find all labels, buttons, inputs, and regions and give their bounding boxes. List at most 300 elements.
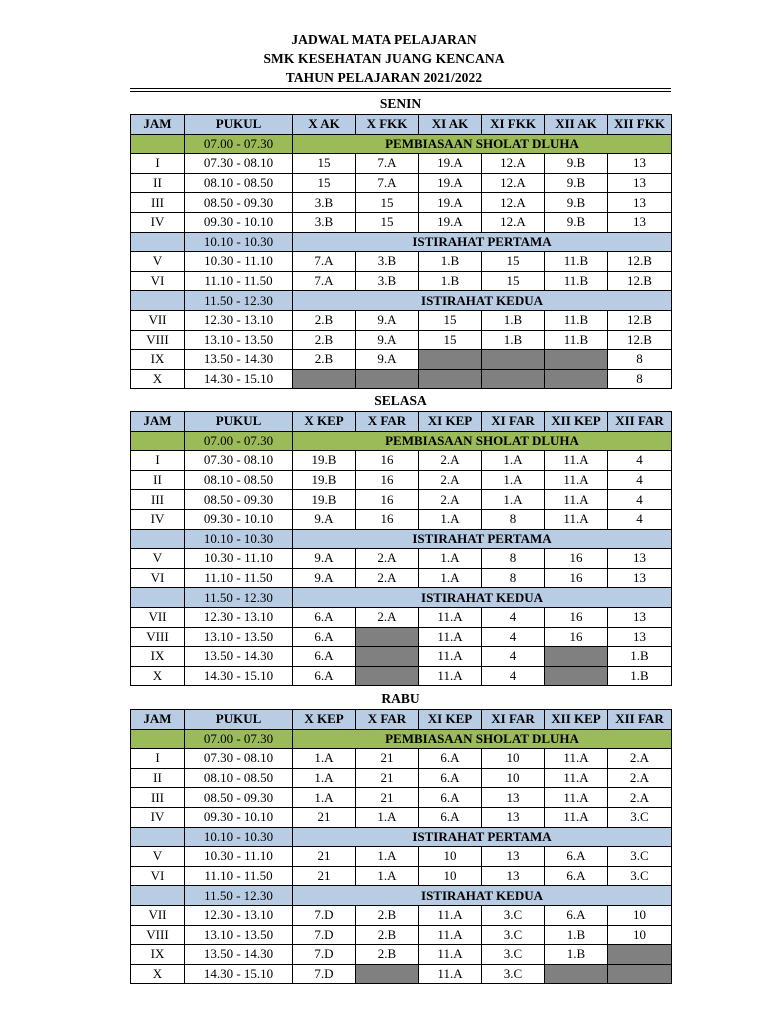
schedule-table-senin	[130, 114, 672, 389]
break-row	[131, 431, 672, 451]
class-cell: 6.A	[419, 768, 482, 788]
class-cell: 13	[608, 193, 672, 213]
class-cell: 13	[608, 627, 672, 647]
column-header: PUKUL	[185, 412, 293, 432]
lesson-row	[131, 350, 672, 370]
break-time-cell: 10.10 - 10.30	[185, 529, 293, 549]
column-header: XI KEP	[419, 710, 482, 730]
document-title-block	[0, 30, 768, 87]
class-cell: 7.A	[293, 271, 356, 291]
time-cell: 11.10 - 11.50	[185, 568, 293, 588]
column-header: X FAR	[356, 412, 419, 432]
class-cell: 7.A	[293, 252, 356, 272]
jam-cell: IV	[131, 509, 185, 529]
column-header: X FKK	[356, 115, 419, 135]
class-cell: 7.A	[356, 154, 419, 174]
class-cell: 2.B	[293, 310, 356, 330]
jam-cell: V	[131, 847, 185, 867]
jam-cell: II	[131, 768, 185, 788]
column-header: JAM	[131, 412, 185, 432]
break-time-cell: 10.10 - 10.30	[185, 827, 293, 847]
class-cell: 2.B	[356, 945, 419, 965]
class-cell: 8	[482, 509, 545, 529]
class-cell: 1.A	[482, 470, 545, 490]
lesson-row	[131, 866, 672, 886]
column-header: XII AK	[545, 115, 608, 135]
class-cell: 15	[482, 271, 545, 291]
class-cell: 1.A	[293, 788, 356, 808]
class-cell: 13	[608, 173, 672, 193]
break-row	[131, 291, 672, 311]
class-cell: 10	[419, 847, 482, 867]
break-label-cell: ISTIRAHAT PERTAMA	[293, 827, 672, 847]
schedule-table-selasa	[130, 411, 672, 686]
class-cell: 3.B	[356, 252, 419, 272]
class-cell: 21	[293, 807, 356, 827]
break-label-cell: ISTIRAHAT KEDUA	[293, 291, 672, 311]
break-label-cell: ISTIRAHAT PERTAMA	[293, 232, 672, 252]
class-cell: 19.B	[293, 451, 356, 471]
class-cell: 19.B	[293, 470, 356, 490]
lesson-row	[131, 627, 672, 647]
class-cell: 4	[608, 451, 672, 471]
empty-slot-cell	[356, 666, 419, 686]
jam-cell: VIII	[131, 627, 185, 647]
class-cell: 3.B	[293, 193, 356, 213]
class-cell: 12.B	[608, 310, 672, 330]
time-cell: 11.10 - 11.50	[185, 271, 293, 291]
class-cell: 1.B	[608, 666, 672, 686]
time-cell: 13.50 - 14.30	[185, 350, 293, 370]
time-cell: 09.30 - 10.10	[185, 807, 293, 827]
break-label-cell: PEMBIASAAN SHOLAT DLUHA	[293, 134, 672, 154]
class-cell: 15	[482, 252, 545, 272]
empty-slot-cell	[356, 627, 419, 647]
jam-cell-empty	[131, 134, 185, 154]
class-cell: 4	[482, 647, 545, 667]
class-cell: 2.B	[356, 925, 419, 945]
class-cell: 1.A	[482, 490, 545, 510]
column-header: X KEP	[293, 710, 356, 730]
schedule-table-rabu	[130, 709, 672, 984]
class-cell: 11.A	[419, 647, 482, 667]
break-time-cell: 11.50 - 12.30	[185, 291, 293, 311]
class-cell: 11.B	[545, 252, 608, 272]
class-cell: 3.C	[482, 964, 545, 984]
class-cell: 19.A	[419, 154, 482, 174]
break-time-cell: 07.00 - 07.30	[185, 729, 293, 749]
jam-cell: V	[131, 252, 185, 272]
time-cell: 12.30 - 13.10	[185, 905, 293, 925]
class-cell: 11.A	[419, 666, 482, 686]
lesson-row	[131, 271, 672, 291]
class-cell: 2.B	[356, 905, 419, 925]
column-header: XI KEP	[419, 412, 482, 432]
jam-cell-empty	[131, 291, 185, 311]
class-cell: 1.A	[293, 768, 356, 788]
empty-slot-cell	[356, 369, 419, 389]
time-cell: 10.30 - 11.10	[185, 252, 293, 272]
class-cell: 7.D	[293, 945, 356, 965]
class-cell: 2.A	[356, 568, 419, 588]
class-cell: 9.A	[293, 549, 356, 569]
class-cell: 2.B	[293, 350, 356, 370]
jam-cell: VII	[131, 905, 185, 925]
time-cell: 10.30 - 11.10	[185, 549, 293, 569]
class-cell: 16	[545, 627, 608, 647]
class-cell: 2.A	[356, 549, 419, 569]
class-cell: 13	[482, 807, 545, 827]
class-cell: 12.B	[608, 252, 672, 272]
break-row	[131, 827, 672, 847]
class-cell: 13	[608, 212, 672, 232]
class-cell: 1.A	[419, 509, 482, 529]
class-cell: 9.B	[545, 212, 608, 232]
empty-slot-cell	[608, 964, 672, 984]
time-cell: 12.30 - 13.10	[185, 310, 293, 330]
class-cell: 1.B	[419, 271, 482, 291]
class-cell: 13	[482, 788, 545, 808]
column-header: X KEP	[293, 412, 356, 432]
lesson-row	[131, 509, 672, 529]
class-cell: 1.B	[482, 330, 545, 350]
class-cell: 2.A	[608, 768, 672, 788]
column-header: XI FAR	[482, 710, 545, 730]
time-cell: 08.10 - 08.50	[185, 173, 293, 193]
break-time-cell: 11.50 - 12.30	[185, 886, 293, 906]
class-cell: 8	[608, 369, 672, 389]
class-cell: 1.A	[356, 866, 419, 886]
lesson-row	[131, 193, 672, 213]
column-header: XII KEP	[545, 412, 608, 432]
class-cell: 6.A	[545, 905, 608, 925]
jam-cell: III	[131, 490, 185, 510]
class-cell: 13	[482, 866, 545, 886]
jam-cell: III	[131, 193, 185, 213]
lesson-row	[131, 549, 672, 569]
class-cell: 19.A	[419, 173, 482, 193]
column-header: XII FAR	[608, 412, 672, 432]
class-cell: 12.A	[482, 154, 545, 174]
lesson-row	[131, 749, 672, 769]
time-cell: 13.10 - 13.50	[185, 925, 293, 945]
class-cell: 9.A	[356, 310, 419, 330]
class-cell: 15	[293, 173, 356, 193]
class-cell: 16	[545, 607, 608, 627]
jam-cell-empty	[131, 827, 185, 847]
lesson-row	[131, 310, 672, 330]
column-header: X AK	[293, 115, 356, 135]
class-cell: 13	[482, 847, 545, 867]
class-cell: 9.A	[293, 509, 356, 529]
class-cell: 10	[608, 925, 672, 945]
lesson-row	[131, 212, 672, 232]
column-header: PUKUL	[185, 115, 293, 135]
column-header: JAM	[131, 710, 185, 730]
time-cell: 13.50 - 14.30	[185, 945, 293, 965]
class-cell: 4	[482, 666, 545, 686]
break-label-cell: PEMBIASAAN SHOLAT DLUHA	[293, 431, 672, 451]
lesson-row	[131, 568, 672, 588]
class-cell: 1.A	[482, 451, 545, 471]
column-header: XI FAR	[482, 412, 545, 432]
jam-cell: IV	[131, 807, 185, 827]
title-line-2: SMK KESEHATAN JUANG KENCANA	[263, 51, 505, 66]
jam-cell: VI	[131, 271, 185, 291]
column-header: JAM	[131, 115, 185, 135]
class-cell: 1.A	[356, 807, 419, 827]
column-header: XII KEP	[545, 710, 608, 730]
class-cell: 1.A	[356, 847, 419, 867]
empty-slot-cell	[419, 350, 482, 370]
class-cell: 3.C	[482, 905, 545, 925]
time-cell: 12.30 - 13.10	[185, 607, 293, 627]
class-cell: 21	[356, 788, 419, 808]
class-cell: 11.A	[545, 807, 608, 827]
class-cell: 19.B	[293, 490, 356, 510]
jam-cell: IV	[131, 212, 185, 232]
class-cell: 2.A	[419, 490, 482, 510]
class-cell: 21	[293, 866, 356, 886]
class-cell: 4	[608, 509, 672, 529]
empty-slot-cell	[356, 964, 419, 984]
lesson-row	[131, 369, 672, 389]
break-time-cell: 11.50 - 12.30	[185, 588, 293, 608]
class-cell: 10	[419, 866, 482, 886]
break-row	[131, 588, 672, 608]
time-cell: 11.10 - 11.50	[185, 866, 293, 886]
break-time-cell: 07.00 - 07.30	[185, 134, 293, 154]
class-cell: 9.B	[545, 173, 608, 193]
class-cell: 3.C	[608, 807, 672, 827]
class-cell: 6.A	[545, 866, 608, 886]
lesson-row	[131, 847, 672, 867]
jam-cell-empty	[131, 588, 185, 608]
column-header: XI AK	[419, 115, 482, 135]
day-label-senin: SENIN	[379, 96, 422, 111]
time-cell: 13.10 - 13.50	[185, 627, 293, 647]
class-cell: 11.A	[545, 490, 608, 510]
class-cell: 1.B	[545, 945, 608, 965]
title-line-3: TAHUN PELAJARAN 2021/2022	[285, 70, 483, 85]
class-cell: 11.A	[419, 627, 482, 647]
class-cell: 10	[482, 768, 545, 788]
time-cell: 14.30 - 15.10	[185, 369, 293, 389]
lesson-row	[131, 451, 672, 471]
table-header-row	[131, 115, 672, 135]
class-cell: 11.A	[545, 749, 608, 769]
break-row	[131, 134, 672, 154]
lesson-row	[131, 154, 672, 174]
break-time-cell: 10.10 - 10.30	[185, 232, 293, 252]
class-cell: 12.A	[482, 193, 545, 213]
class-cell: 1.A	[293, 749, 356, 769]
class-cell: 12.B	[608, 330, 672, 350]
class-cell: 16	[356, 470, 419, 490]
class-cell: 13	[608, 607, 672, 627]
class-cell: 11.A	[545, 788, 608, 808]
class-cell: 4	[482, 627, 545, 647]
class-cell: 10	[608, 905, 672, 925]
class-cell: 11.A	[419, 925, 482, 945]
empty-slot-cell	[545, 666, 608, 686]
empty-slot-cell	[293, 369, 356, 389]
lesson-row	[131, 768, 672, 788]
jam-cell: VIII	[131, 925, 185, 945]
class-cell: 11.B	[545, 310, 608, 330]
class-cell: 4	[608, 470, 672, 490]
class-cell: 7.D	[293, 905, 356, 925]
class-cell: 1.A	[419, 549, 482, 569]
time-cell: 13.10 - 13.50	[185, 330, 293, 350]
lesson-row	[131, 330, 672, 350]
jam-cell: VIII	[131, 330, 185, 350]
class-cell: 2.A	[608, 788, 672, 808]
lesson-row	[131, 647, 672, 667]
empty-slot-cell	[356, 647, 419, 667]
lesson-row	[131, 470, 672, 490]
jam-cell: VII	[131, 607, 185, 627]
jam-cell: V	[131, 549, 185, 569]
class-cell: 9.B	[545, 193, 608, 213]
lesson-row	[131, 788, 672, 808]
class-cell: 16	[545, 549, 608, 569]
class-cell: 21	[356, 749, 419, 769]
class-cell: 10	[482, 749, 545, 769]
class-cell: 2.A	[419, 451, 482, 471]
lesson-row	[131, 666, 672, 686]
break-label-cell: ISTIRAHAT PERTAMA	[293, 529, 672, 549]
class-cell: 2.A	[419, 470, 482, 490]
jam-cell-empty	[131, 431, 185, 451]
class-cell: 11.A	[545, 768, 608, 788]
class-cell: 7.D	[293, 964, 356, 984]
time-cell: 08.50 - 09.30	[185, 788, 293, 808]
class-cell: 15	[293, 154, 356, 174]
lesson-row	[131, 252, 672, 272]
class-cell: 11.A	[545, 509, 608, 529]
class-cell: 16	[356, 451, 419, 471]
day-label-selasa: SELASA	[374, 393, 427, 408]
class-cell: 11.A	[419, 607, 482, 627]
class-cell: 8	[482, 549, 545, 569]
class-cell: 11.A	[545, 470, 608, 490]
column-header: PUKUL	[185, 710, 293, 730]
class-cell: 13	[608, 154, 672, 174]
class-cell: 12.A	[482, 173, 545, 193]
class-cell: 13	[608, 568, 672, 588]
time-cell: 13.50 - 14.30	[185, 647, 293, 667]
jam-cell: VI	[131, 568, 185, 588]
class-cell: 16	[356, 509, 419, 529]
class-cell: 8	[608, 350, 672, 370]
table-header-row	[131, 710, 672, 730]
class-cell: 15	[419, 330, 482, 350]
break-row	[131, 886, 672, 906]
class-cell: 11.A	[545, 451, 608, 471]
class-cell: 11.A	[419, 905, 482, 925]
class-cell: 6.A	[419, 807, 482, 827]
lesson-row	[131, 490, 672, 510]
class-cell: 11.A	[419, 945, 482, 965]
jam-cell: II	[131, 470, 185, 490]
title-divider-2	[130, 91, 671, 92]
column-header: XII FKK	[608, 115, 672, 135]
class-cell: 6.A	[293, 607, 356, 627]
class-cell: 3.C	[608, 866, 672, 886]
jam-cell-empty	[131, 886, 185, 906]
title-divider-1	[130, 88, 671, 89]
title-line-1: JADWAL MATA PELAJARAN	[291, 32, 477, 47]
class-cell: 8	[482, 568, 545, 588]
class-cell: 1.B	[419, 252, 482, 272]
break-time-cell: 07.00 - 07.30	[185, 431, 293, 451]
class-cell: 12.B	[608, 271, 672, 291]
time-cell: 07.30 - 08.10	[185, 154, 293, 174]
column-header: X FAR	[356, 710, 419, 730]
lesson-row	[131, 964, 672, 984]
class-cell: 12.A	[482, 212, 545, 232]
class-cell: 3.C	[482, 945, 545, 965]
class-cell: 3.C	[608, 847, 672, 867]
class-cell: 3.B	[293, 212, 356, 232]
empty-slot-cell	[482, 350, 545, 370]
jam-cell: IX	[131, 350, 185, 370]
empty-slot-cell	[608, 945, 672, 965]
class-cell: 1.B	[545, 925, 608, 945]
class-cell: 2.B	[293, 330, 356, 350]
jam-cell: I	[131, 451, 185, 471]
empty-slot-cell	[545, 369, 608, 389]
class-cell: 6.A	[293, 627, 356, 647]
time-cell: 09.30 - 10.10	[185, 212, 293, 232]
break-row	[131, 529, 672, 549]
class-cell: 1.B	[482, 310, 545, 330]
class-cell: 7.D	[293, 925, 356, 945]
break-label-cell: ISTIRAHAT KEDUA	[293, 886, 672, 906]
day-label-rabu: RABU	[381, 691, 420, 706]
column-header: XI FKK	[482, 115, 545, 135]
jam-cell: II	[131, 173, 185, 193]
lesson-row	[131, 807, 672, 827]
jam-cell: VI	[131, 866, 185, 886]
lesson-row	[131, 905, 672, 925]
class-cell: 19.A	[419, 193, 482, 213]
class-cell: 21	[293, 847, 356, 867]
empty-slot-cell	[545, 964, 608, 984]
class-cell: 2.A	[608, 749, 672, 769]
time-cell: 14.30 - 15.10	[185, 964, 293, 984]
class-cell: 4	[482, 607, 545, 627]
column-header: XII FAR	[608, 710, 672, 730]
jam-cell: X	[131, 369, 185, 389]
class-cell: 9.A	[356, 330, 419, 350]
jam-cell: X	[131, 666, 185, 686]
class-cell: 1.B	[608, 647, 672, 667]
empty-slot-cell	[545, 350, 608, 370]
time-cell: 08.50 - 09.30	[185, 490, 293, 510]
class-cell: 15	[356, 212, 419, 232]
time-cell: 14.30 - 15.10	[185, 666, 293, 686]
jam-cell-empty	[131, 529, 185, 549]
time-cell: 10.30 - 11.10	[185, 847, 293, 867]
class-cell: 9.A	[356, 350, 419, 370]
class-cell: 1.A	[419, 568, 482, 588]
class-cell: 15	[356, 193, 419, 213]
class-cell: 13	[608, 549, 672, 569]
time-cell: 07.30 - 08.10	[185, 451, 293, 471]
class-cell: 4	[608, 490, 672, 510]
